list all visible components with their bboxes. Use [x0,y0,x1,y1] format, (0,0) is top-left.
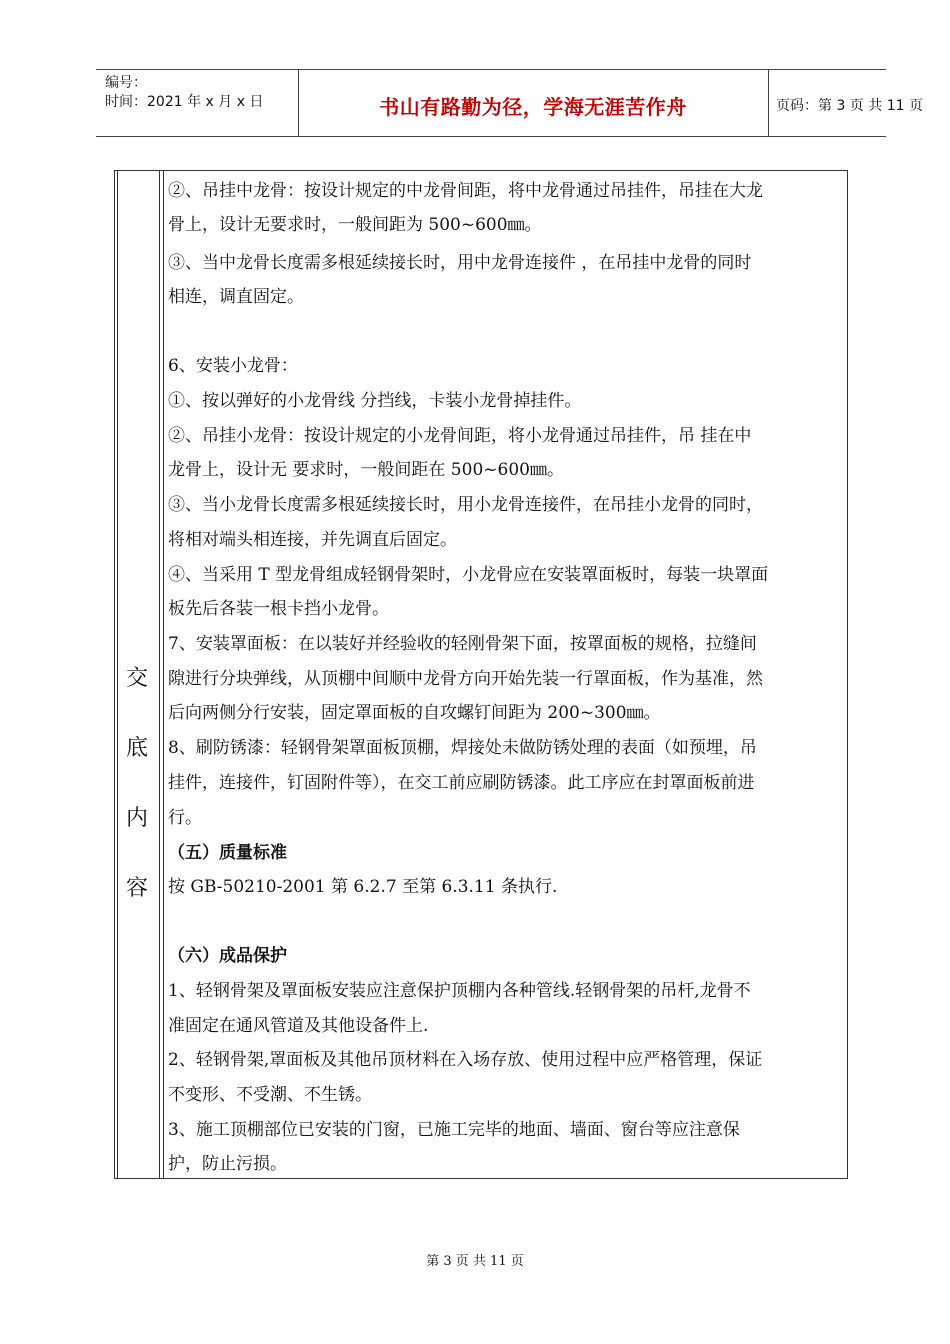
text-line: 行。 [168,808,202,828]
text-line: 挂件，连接件，钉固附件等），在交工前应刷防锈漆。此工序应在封罩面板前进 [168,773,755,793]
text-line: 板先后各装一根卡挡小龙骨。 [168,599,389,619]
text-line: ④、当采用 T 型龙骨组成轻钢骨架时，小龙骨应在安装罩面板时，每装一块罩面 [168,565,769,585]
text-line: ②、吊挂小龙骨：按设计规定的小龙骨间距，将小龙骨通过吊挂件，吊 挂在中 [168,426,752,446]
text-line: 2、轻钢骨架,罩面板及其他吊顶材料在入场存放、使用过程中应严格管理，保证 [168,1050,763,1070]
header-page-cell [768,70,923,136]
text-line: 后向两侧分行安装，固定罩面板的自攻螺钉间距为 200~300㎜。 [168,703,661,723]
text-line: 相连，调直固定。 [168,287,304,307]
text-line: ③、当小龙骨长度需多根延续接长时，用小龙骨连接件，在吊挂小龙骨的同时， [168,495,763,515]
divider [163,171,164,1178]
header-motto-cell [298,70,769,136]
header-page-number: 页码：第 3 页 共 11 页 [776,98,923,114]
header-meta-cell [96,70,299,136]
text-line: 护，防止污损。 [168,1154,287,1174]
side-label-char-3: 内 [125,806,148,831]
side-label-char-1: 交 [125,666,148,691]
section-heading-protection: （六）成品保护 [168,946,287,966]
text-line: 3、施工顶棚部位已安装的门窗，已施工完毕的地面、墙面、窗台等应注意保 [168,1120,740,1140]
text-line: ③、当中龙骨长度需多根延续接长时，用中龙骨连接件 ，在吊挂中龙骨的同时 [168,253,752,273]
side-label-char-2: 底 [125,736,148,761]
text-line: 1、轻钢骨架及罩面板安装应注意保护顶棚内各种管线.轻钢骨架的吊杆,龙骨不 [168,981,751,1001]
text-line: 6、安装小龙骨： [168,356,298,376]
text-line: 不变形、不受潮、不生锈。 [168,1085,372,1105]
side-label-column [115,171,160,1178]
side-label-char-4: 容 [125,876,148,901]
document-header [96,69,923,137]
text-line: 骨上，设计无要求时，一般间距为 500~600㎜。 [168,215,542,235]
text-line: ①、按以弹好的小龙骨线 分挡线，卡装小龙骨掉挂件。 [168,391,582,411]
section-heading-quality: （五）质量标准 [168,843,287,863]
document-time-label: 时间：2021 年 x 月 x 日 [105,94,264,110]
text-line: 按 GB-50210-2001 第 6.2.7 至第 6.3.11 条执行. [168,877,558,897]
text-line: ②、吊挂中龙骨：按设计规定的中龙骨间距，将中龙骨通过吊挂件，吊挂在大龙 [168,181,763,201]
text-line: 龙骨上，设计无 要求时，一般间距在 500~600㎜。 [168,460,564,480]
text-line: 准固定在通风管道及其他设备件上. [168,1016,429,1036]
page-footer: 第 3 页 共 11 页 [426,1254,524,1269]
content-table [114,170,848,1179]
text-line: 隙进行分块弹线，从顶棚中间顺中龙骨方向开始先装一行罩面板，作为基准，然 [168,669,763,689]
header-motto: 书山有路勤为径，学海无涯苦作舟 [379,95,687,119]
document-number-label: 编号： [105,75,147,91]
text-line: 8、刷防锈漆：轻钢骨架罩面板顶棚，焊接处未做防锈处理的表面（如预埋，吊 [168,738,757,758]
text-line: 7、安装罩面板：在以装好并经验收的轻刚骨架下面，按罩面板的规格，拉缝间 [168,634,757,654]
text-line: 将相对端头相连接，并先调直后固定。 [168,530,457,550]
